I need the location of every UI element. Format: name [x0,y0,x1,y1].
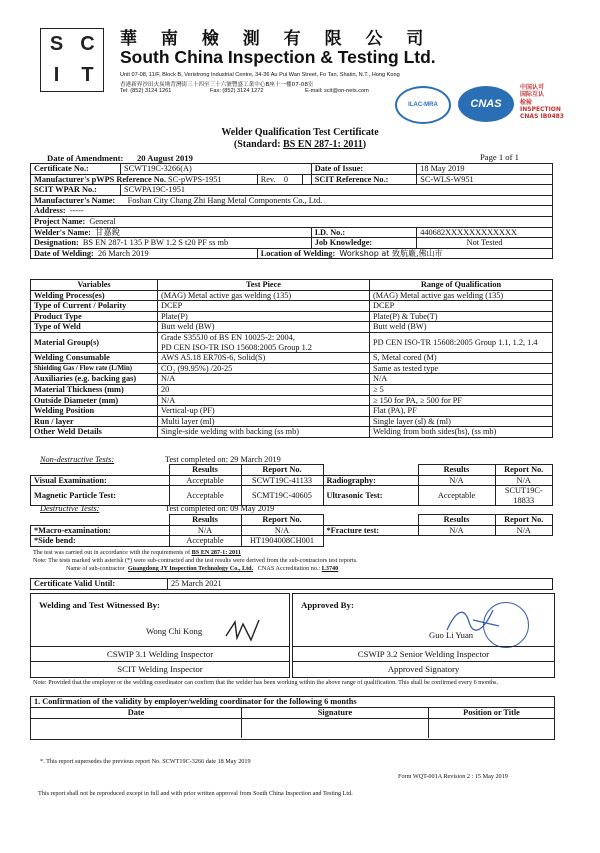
dt-completed: Test completed on: 09 May 2019 [165,504,275,513]
logo-letter: S [41,29,72,60]
dt-table [30,514,553,547]
ndt-col-report: Report No. [241,465,323,476]
variable-row [31,311,553,322]
ndt-table [30,464,553,506]
test-piece-value: (MAG) Metal active gas welding (135) [158,290,370,301]
page-indicator: Page 1 of 1 [480,152,519,162]
address-cn: 香港新界沙田火炭坳背灣街三十四至三十六號豐盛工業中心B座十一樓07-08室 [120,82,314,88]
ndt-report: SCMT19C-40605 [241,486,323,506]
ndt-row [31,475,553,486]
dt-row [31,525,553,536]
cnas-cn-3: 检验 [520,98,533,106]
witness-title: Welding and Test Witnessed By: [39,600,160,610]
ndt-name: Magnetic Particle Test: [31,486,170,506]
id-no-value: 440682XXXXXXXXXXXX [417,227,553,238]
tel: Tel: (852) 3124 1261 [120,88,172,94]
ndt-row [31,486,553,506]
variable-name: Run / layer [31,416,158,427]
dt-title: Destructive Tests: [40,504,100,513]
address-row: Address: ----- [31,206,553,217]
approval-role: Approved Signatory [293,661,554,677]
variable-name: Material Thickness (mm) [31,384,158,395]
scit-logo [40,28,104,92]
confirm-col-position: Position or Title [429,708,555,718]
dt-name: *Macro-examination: [31,525,170,536]
confirmation-table [31,708,554,738]
amendment-label: Date of Amendment: [47,153,124,163]
variable-row [31,363,553,374]
project-row: Project Name: General [31,216,553,227]
range-value: DCEP [370,301,553,312]
valid-date: 25 March 2021 [168,579,553,590]
ndt-result: Acceptable [169,486,241,506]
ndt-result: Acceptable [169,475,241,486]
welder-row: Welder's Name: 甘嘉銳 [31,227,312,238]
dt-col-report: Report No. [495,515,553,526]
range-value: Welding from both sides(bs), (ss mb) [370,427,553,438]
company-english-name: South China Inspection & Testing Ltd. [120,47,436,67]
scit-ref-label: SCIT Reference No.: [311,174,416,185]
range-value: Flat (PA), PF [370,406,553,417]
witness-signature [221,614,266,644]
scit-ref-value: SC-WLS-W951 [417,174,553,185]
variable-row [31,384,553,395]
test-piece-value: Butt weld (BW) [158,322,370,333]
dt-report: N/A [241,525,323,536]
test-piece-value: 20 [158,384,370,395]
supersede-note: *. This report supersedes the previous report No. SCWT19C-3266 date 18 May 2019 [40,758,251,765]
location-row: Location of Welding: Workshop at 致航廠,佛山市 [257,248,552,259]
dt-result: N/A [418,525,495,536]
variable-name: Auxiliaries (e.g. backing gas) [31,374,158,385]
dt-col-report: Report No. [241,515,323,526]
ndt-title: Non-destructive Tests: [40,455,115,464]
range-value: Butt weld (BW) [370,322,553,333]
ndt-report: SCUT19C-18833 [495,486,553,506]
ilac-mra-logo: ILAC-MRA [395,86,451,124]
certificate-standard: (Standard: BS EN 287-1: 2011) [233,139,367,150]
confirm-col-date: Date [31,708,242,718]
designation-row: Designation: BS EN 287-1 135 P BW 1.2 S t20 PF ss mb [31,238,312,249]
test-piece-value: N/A [158,395,370,406]
variables-table [30,279,553,438]
header-info-table [30,163,553,259]
provided-note: Note: Provided that the employer or the welding coordinator can confirm that the welder has been working within the above range of qualification. This shall be confirmed every 6 months. [33,679,499,686]
variable-name: Type of Current / Polarity [31,301,158,312]
variable-row [31,290,553,301]
confirmation-title: 1. Confirmation of the validity by employer/welding coordinator for the following 6 months [31,697,554,708]
date-welding-row: Date of Welding: 26 March 2019 [31,248,258,259]
variable-name: Welding Process(es) [31,290,158,301]
ndt-result: N/A [418,475,495,486]
asterisk-note: Note: The tests marked with asterisk (*) were sub-contracted and the test results were derived from the sub-contractors test reports. [33,557,358,564]
ndt-col-results: Results [418,465,495,476]
date-issue-value: 18 May 2019 [417,164,553,175]
range-value: ≥ 5 [370,384,553,395]
accordance-note: The test was carried out in accordance with the requirements of BS EN 287-1: 2011 [33,549,241,556]
rev-label: Rev. 0 [257,174,302,185]
cnas-inspection: INSPECTION [520,105,561,113]
cert-no-label: Certificate No.: [31,164,121,175]
footer-disclaimer: This report shall not be reproduced except in full and with prior written approval from South China Inspection and Testing Ltd. [38,790,353,797]
valid-label: Certificate Valid Until: [31,579,168,590]
form-ref: Form WQT-001A Revision 2 : 15 May 2019 [398,773,508,780]
id-no-label: I.D. No.: [311,227,416,238]
valid-table [30,578,553,590]
witness-name: Wong Chi Kong [146,626,203,636]
job-knowledge-label: Job Knowledge: [311,238,416,249]
variable-name: Welding Consumable [31,353,158,364]
variable-name: Product Type [31,311,158,322]
ndt-name: Visual Examination: [31,475,170,486]
variable-row [31,332,553,352]
company-chinese-name: 華 南 檢 測 有 限 公 司 [120,29,433,49]
cnas-cn-2: 国际互认 [520,91,545,99]
variable-name: Type of Weld [31,322,158,333]
dt-report: HT1904008CH001 [241,536,323,547]
approval-box [292,593,555,678]
range-value: N/A [370,374,553,385]
ndt-report: N/A [495,475,553,486]
variable-row [31,301,553,312]
test-piece-value: AWS A5.18 ER70S-6, Solid(S) [158,353,370,364]
dt-result: Acceptable [169,536,241,547]
ndt-col-results: Results [169,465,241,476]
subcontractor-note: Name of sub-contractor Guangdong JY Inspection Technology Co., Ltd. CNAS Accreditation no.: L3740 [66,565,339,572]
variable-row [31,406,553,417]
logo-letter: I [41,60,72,91]
dt-name: *Side bend: [31,536,170,547]
ndt-name: Radiography: [323,475,418,486]
confirm-col-signature: Signature [242,708,429,718]
dt-report: N/A [495,525,553,536]
range-value: (MAG) Metal active gas welding (135) [370,290,553,301]
variable-row [31,374,553,385]
variable-row [31,427,553,438]
range-value: Same as tested type [370,363,553,374]
dt-name: *Fracture test: [323,525,418,536]
ndt-name: Ultrasonic Test: [323,486,418,506]
cnas-text-block [520,84,564,120]
range-value: S, Metal cored (M) [370,353,553,364]
variable-row [31,416,553,427]
amendment-date: 20 August 2019 [137,153,193,163]
dt-col-results: Results [169,515,241,526]
variable-row [31,353,553,364]
test-piece-value: Multi layer (ml) [158,416,370,427]
var-header: Range of Qualification [370,280,553,291]
approval-title: Approved By: [301,600,354,610]
approval-name: Guo Li Yuan [429,630,474,640]
variable-name: Material Group(s) [31,332,158,352]
confirmation-box [30,696,555,740]
date-issue-label: Date of Issue: [311,164,416,175]
ndt-completed: Test completed on: 29 March 2019 [165,455,281,464]
dt-result: N/A [169,525,241,536]
ndt-col-report: Report No. [495,465,553,476]
cnas-logo: CNAS [458,86,514,122]
scit-wpar-label: SCIT WPAR No.: [31,185,121,196]
ndt-result: Acceptable [418,486,495,506]
witness-cert: CSWIP 3.1 Welding Inspector [31,646,289,661]
variable-row [31,322,553,333]
dt-row [31,536,553,547]
logo-letter: C [72,29,103,60]
witness-role: SCIT Welding Inspector [31,661,289,677]
var-header: Test Piece [158,280,370,291]
range-value: Single layer (sl) & (ml) [370,416,553,427]
range-value: ≥ 150 for PA, ≥ 500 for PF [370,395,553,406]
var-header: Variables [31,280,158,291]
fax: Fax: (852) 3124 1272 [210,88,264,94]
variable-name: Welding Position [31,406,158,417]
mfr-pwps-label: Manufacturer's pWPS Reference No. SC-pWPS-1951 [31,174,258,185]
test-piece-value: Single-side welding with backing (ss mb) [158,427,370,438]
test-piece-value: Vertical-up (PF) [158,406,370,417]
address-en: Unit 07-08, 11/F, Block B, Veristrong Industrial Centre, 34-36 Au Pui Wan Street, Fo Tan, Shatin, N.T., Hong Kong [120,72,400,78]
dt-col-results: Results [418,515,495,526]
ndt-report: SCWT19C-41133 [241,475,323,486]
approval-cert: CSWIP 3.2 Senior Welding Inspector [293,646,554,661]
email: E-mail: scit@on-nets.com [305,88,369,94]
logo-letter: T [72,60,103,91]
variable-row [31,395,553,406]
test-piece-value: Grade S355J0 of BS EN 10025-2: 2004, PD CEN ISO-TR ISO 15608:2005 Group 1.2 [158,332,370,352]
test-piece-value: Plate(P) [158,311,370,322]
witness-box [30,593,290,678]
job-knowledge-value: Not Tested [417,238,553,249]
range-value: PD CEN ISO-TR 15608:2005 Group 1.1, 1.2, 1.4 [370,332,553,352]
test-piece-value: DCEP [158,301,370,312]
cnas-cn-1: 中国认可 [520,84,545,91]
variable-name: Outside Diameter (mm) [31,395,158,406]
cnas-code: CNAS IB0483 [520,113,564,121]
test-piece-value: CO₂ (99.95%) /20-25 [158,363,370,374]
range-value: Plate(P) & Tube(T) [370,311,553,322]
mfr-name-row: Manufacturer's Name: Foshan City Chang Zhi Hang Metal Components Co., Ltd. [31,195,553,206]
scit-wpar-value: SCWPA19C-1951 [121,185,553,196]
test-piece-value: N/A [158,374,370,385]
certificate-title: Welder Qualification Test Certificate [221,127,379,138]
notes-block [33,549,553,573]
variable-name: Shielding Gas / Flow rate (L/Min) [31,363,158,374]
variable-name: Other Weld Details [31,427,158,438]
cert-no-value: SCWT19C-3266(A) [121,164,312,175]
